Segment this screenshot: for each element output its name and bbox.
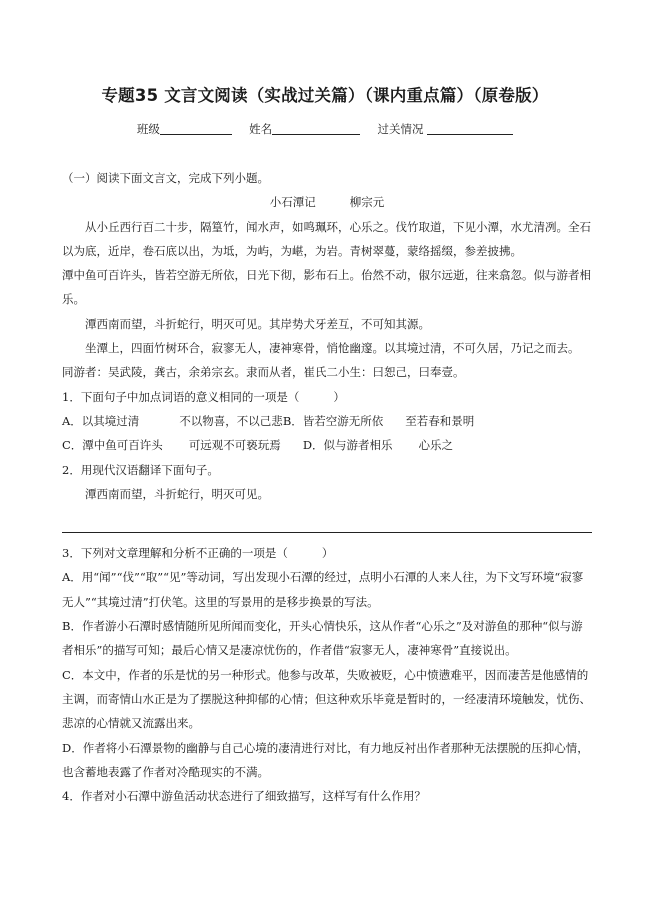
document-body <box>62 166 592 808</box>
passage-paragraph: 潭西南而望，斗折蛇行，明灭可见。其岸势犬牙差互，不可知其源。 <box>85 316 430 331</box>
question-3-option-b[interactable]: B．作者游小石潭时感情随所见所闻而变化，开头心情快乐，这从作者“心乐之”及对游鱼的那种“似与游者相乐”的描写可知；最后心情又是凄凉忧伤的，作者借“寂寥无人，凄神寒骨”直接说出。 <box>62 619 583 658</box>
class-blank[interactable] <box>160 122 232 135</box>
passage-title: 小石潭记 <box>269 195 316 210</box>
student-info-line <box>0 121 650 137</box>
section-intro: （一）阅读下面文言文，完成下列小题。 <box>62 171 269 185</box>
option-c[interactable]: C．潭中鱼可百许头 <box>62 438 163 453</box>
question-1-options-cd: C．潭中鱼可百许头 可远观不可亵玩焉 D．似与游者相乐 心乐之 <box>62 438 454 453</box>
passage-paragraph: 坐潭上，四面竹树环合，寂寥无人，凄神寒骨，悄怆幽邃。以其境过清，不可久居，乃记之而去。 <box>85 341 580 356</box>
option-a[interactable]: A．以其境过清 <box>62 413 140 428</box>
option-b[interactable]: B．皆若空游无所依 <box>282 413 384 428</box>
answer-line[interactable] <box>62 506 592 533</box>
passage-author: 柳宗元 <box>349 195 385 210</box>
question-3-option-c[interactable]: C．本文中，作者的乐是忧的另一种形式。他参与改革，失败被贬，心中愤懑难平，因而凄苦是他感情的主调，而寄情山水正是为了摆脱这种抑郁的心情；但这种欢乐毕竟是暂时的，一经凄清环境触发，忧伤、悲凉的心情就又流露出来。 <box>62 667 591 731</box>
question-3-option-a[interactable]: A．用“闻”“伐”“取”“见”等动词，写出发现小石潭的经过，点明小石潭的人来人往，为下文写环境“寂寥无人”“其境过清”打伏笔。这里的写景用的是移步换景的写法。 <box>62 570 584 609</box>
question-1-options-ab: A．以其境过清 不以物喜，不以己悲B．皆若空游无所依 至若春和景明 <box>62 413 475 428</box>
question-2-stem: 2．用现代汉语翻译下面句子。 <box>62 462 219 477</box>
question-2-sentence: 潭西南而望，斗折蛇行，明灭可见。 <box>85 486 269 501</box>
question-4-stem: 4．作者对小石潭中游鱼活动状态进行了细致描写，这样写有什么作用？ <box>62 789 426 804</box>
option-d[interactable]: D．似与游者相乐 <box>302 438 393 453</box>
name-blank[interactable] <box>272 122 360 135</box>
passage-paragraph: 同游者：吴武陵，龚古，余弟宗玄。隶而从者，崔氏二小生：曰恕己，曰奉壹。 <box>62 365 465 380</box>
status-label: 过关情况 <box>377 122 424 136</box>
name-label: 姓名 <box>249 122 273 136</box>
question-3-stem: 3．下列对文章理解和分析不正确的一项是（ ） <box>62 546 334 561</box>
class-label: 班级 <box>136 122 160 136</box>
document-title: 专题35 文言文阅读（实战过关篇）（课内重点篇）（原卷版） <box>101 86 549 105</box>
passage-paragraph: 潭中鱼可百许头，皆若空游无所依，日光下彻，影布石上。佁然不动，俶尔远逝，往来翕忽。似与游者相乐。 <box>62 268 591 307</box>
passage-heading <box>62 190 592 214</box>
question-3-option-d[interactable]: D．作者将小石潭景物的幽静与自己心境的凄清进行对比，有力地反衬出作者那种无法摆脱的压抑心情，也含蓄地表露了作者对冷酷现实的不满。 <box>62 740 589 779</box>
status-blank[interactable] <box>427 122 513 135</box>
question-1-stem: 1．下面句子中加点词语的意义相同的一项是（ ） <box>62 389 345 404</box>
passage-paragraph: 从小丘西行百二十步，隔篁竹，闻水声，如鸣珮环，心乐之。伐竹取道，下见小潭，水尤清冽。全石以为底，近岸，卷石底以出，为坻，为屿，为嵁，为岩。青树翠蔓，蒙络摇缀，参差披拂。 <box>62 219 591 258</box>
